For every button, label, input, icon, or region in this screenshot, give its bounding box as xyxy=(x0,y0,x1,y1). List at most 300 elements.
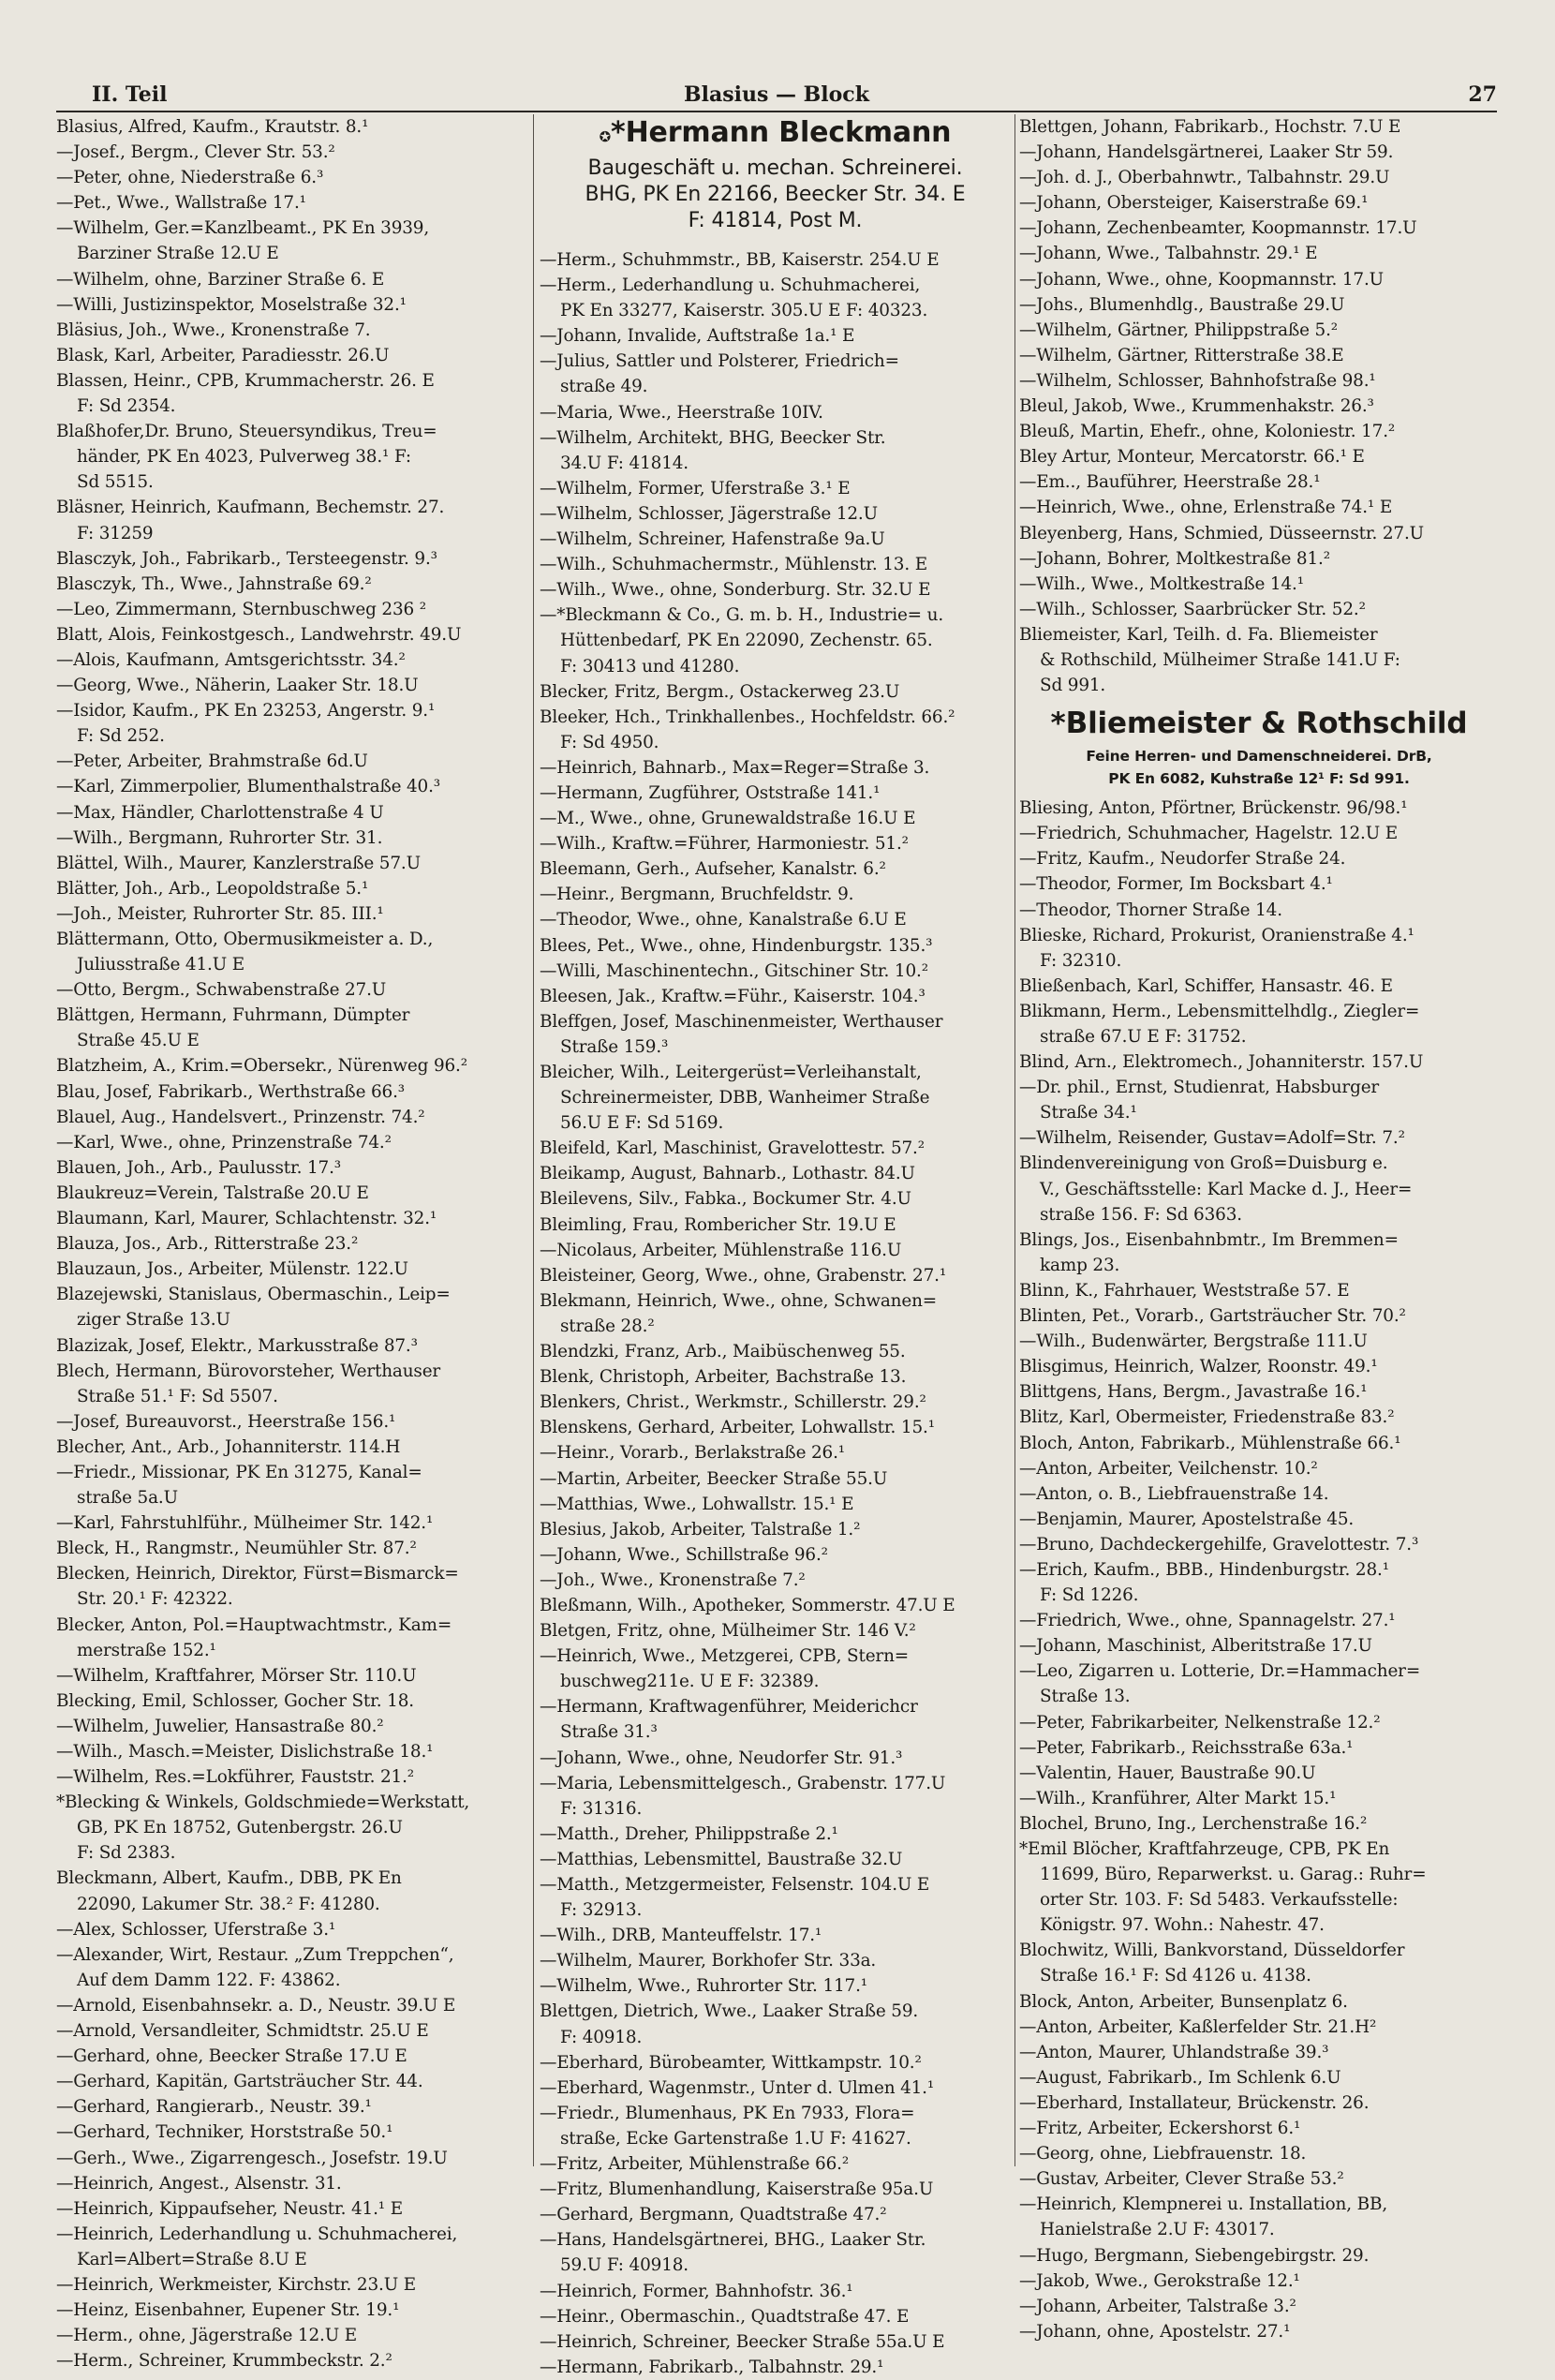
entry-line: —Wilh., DRB, Manteuffelstr. 17.¹ xyxy=(540,1926,822,1946)
entry-line: —August, Fabrikarb., Im Schlenk 6.U xyxy=(1019,2067,1341,2088)
directory-entry xyxy=(540,907,1011,932)
entry-line: Blettgen, Johann, Fabrikarb., Hochstr. 7.U E xyxy=(1019,117,1401,137)
entry-continuation: Barziner Straße 12.U E xyxy=(77,244,279,264)
entry-line: Bleck, H., Rangmstr., Neumühler Str. 87.² xyxy=(56,1539,417,1559)
entry-continuation: straße 156. F: Sd 6363. xyxy=(1040,1204,1242,1225)
page-range-title: Blasius — Block xyxy=(684,82,869,107)
entry-continuation: 56.U E F: Sd 5169. xyxy=(560,1113,724,1134)
entry-continuation: kamp 23. xyxy=(1040,1255,1120,1275)
entry-line: Blochel, Bruno, Ing., Lerchenstraße 16.² xyxy=(1019,1813,1368,1834)
entry-line: Bleilevens, Silv., Fabka., Bockumer Str. 4.U xyxy=(540,1189,911,1210)
directory-entry xyxy=(540,1136,1011,1161)
directory-entry xyxy=(540,425,1011,476)
entry-line: —Dr. phil., Ernst, Studienrat, Habsburger xyxy=(1019,1078,1380,1098)
ad-title: *Hermann Bleckmann xyxy=(611,116,952,149)
entry-line: —Matthias, Wwe., Lohwallstr. 15.¹ E xyxy=(540,1494,854,1514)
entry-line: —Wilhelm, Gärtner, Ritterstraße 38.E xyxy=(1019,345,1344,365)
directory-entry xyxy=(540,1415,1011,1440)
entry-continuation: F: Sd 1226. xyxy=(1040,1585,1139,1606)
directory-entry xyxy=(56,673,529,698)
entry-line: Blecher, Ant., Arb., Johanniterstr. 114.H xyxy=(56,1436,401,1457)
entry-line: Blauen, Joh., Arb., Paulusstr. 17.³ xyxy=(56,1157,342,1178)
entry-line: —Martin, Arbeiter, Beecker Straße 55.U xyxy=(540,1468,888,1489)
directory-entry xyxy=(540,882,1011,907)
directory-entry xyxy=(1019,572,1499,597)
entry-line: —Willi, Justizinspektor, Moselstraße 32.¹ xyxy=(56,294,407,315)
entry-line: —Karl, Fahrstuhlführ., Mülheimer Str. 142.¹ xyxy=(56,1513,434,1534)
directory-entry xyxy=(540,806,1011,831)
directory-entry xyxy=(56,1714,529,1739)
entry-line: —Eberhard, Wagenmstr., Unter d. Ulmen 41.¹ xyxy=(540,2077,935,2098)
directory-entry xyxy=(56,546,529,572)
directory-entry xyxy=(540,323,1011,349)
directory-entry xyxy=(1019,1049,1499,1075)
entry-line: Bleesen, Jak., Kraftw.=Führ., Kaiserstr. 104.³ xyxy=(540,986,926,1006)
directory-entry xyxy=(540,400,1011,425)
directory-entry xyxy=(56,774,529,799)
directory-entry xyxy=(540,679,1011,705)
directory-entry xyxy=(56,1333,529,1359)
directory-entry xyxy=(56,2146,529,2171)
directory-entry xyxy=(56,1003,529,1053)
advertisement-bliemeister xyxy=(1019,702,1499,790)
entry-line: —Fritz, Arbeiter, Eckershorst 6.¹ xyxy=(1019,2119,1301,2139)
directory-entry xyxy=(56,1917,529,1942)
directory-entry xyxy=(56,2323,529,2348)
entry-line: —Friedr., Blumenhaus, PK En 7933, Flora= xyxy=(540,2103,915,2123)
directory-entry xyxy=(540,1339,1011,1364)
directory-entry xyxy=(1019,368,1499,394)
directory-entry xyxy=(1019,2141,1499,2166)
directory-entry xyxy=(1019,846,1499,871)
column-divider xyxy=(1014,114,1015,2166)
directory-entry xyxy=(540,2279,1011,2304)
directory-entry xyxy=(56,1663,529,1688)
entry-line: —Wilhelm, Schlosser, Jägerstraße 12.U xyxy=(540,503,878,524)
entry-line: —Johann, Wwe., Schillstraße 96.² xyxy=(540,1544,828,1565)
directory-entry xyxy=(56,800,529,826)
entry-line: Blättermann, Otto, Obermusikmeister a. D., xyxy=(56,930,434,949)
entry-line: —Leo, Zigarren u. Lotterie, Dr.=Hammacher= xyxy=(1019,1661,1421,1682)
directory-entry xyxy=(56,2069,529,2094)
entry-continuation: F: 30413 und 41280. xyxy=(560,656,740,677)
directory-entry xyxy=(540,527,1011,552)
entry-continuation: 34.U F: 41814. xyxy=(560,453,689,473)
entry-line: —Wilh., Wwe., ohne, Sonderburg. Str. 32.U E xyxy=(540,580,931,601)
directory-entry xyxy=(540,1771,1011,1822)
entry-line: —Herm., Lederhandlung u. Schuhmacherei, xyxy=(540,275,921,296)
entry-line: —Wilhelm, Maurer, Borkhofer Str. 33a. xyxy=(540,1951,877,1971)
entry-line: Blettgen, Dietrich, Wwe., Laaker Straße 59. xyxy=(540,2001,919,2022)
entry-line: —Heinrich, Klempnerei u. Installation, BB, xyxy=(1019,2194,1388,2215)
entry-line: —Benjamin, Maurer, Apostelstraße 45. xyxy=(1019,1509,1355,1529)
directory-entry xyxy=(56,368,529,419)
directory-entry xyxy=(1019,2065,1499,2090)
entry-line: Bleimling, Frau, Rombericher Str. 19.U E xyxy=(540,1214,896,1235)
entry-line: Blaßhofer,Dr. Bruno, Steuersyndikus, Treu= xyxy=(56,422,437,442)
entry-line: —Wilhelm, Architekt, BHG, Beecker Str. xyxy=(540,427,886,448)
entry-line: Bleul, Jakob, Wwe., Krummenhakstr. 26.³ xyxy=(1019,396,1374,417)
entry-line: —Wilhelm, Reisender, Gustav=Adolf=Str. 7.² xyxy=(1019,1128,1405,1149)
directory-entry xyxy=(1019,871,1499,897)
directory-entry xyxy=(1019,1329,1499,1354)
directory-entry xyxy=(1019,1608,1499,1633)
entry-line: —Gustav, Arbeiter, Clever Straße 53.² xyxy=(1019,2169,1344,2190)
directory-entry xyxy=(540,755,1011,781)
entry-continuation: F: 32310. xyxy=(1040,950,1122,971)
directory-entry xyxy=(1019,2294,1499,2319)
directory-entry xyxy=(540,705,1011,755)
entry-continuation: F: Sd 4950. xyxy=(560,732,659,752)
directory-entry xyxy=(56,927,529,977)
directory-entry xyxy=(56,1613,529,1663)
directory-entry xyxy=(1019,923,1499,974)
entry-line: Blaumann, Karl, Maurer, Schlachtenstr. 32.¹ xyxy=(56,1209,437,1229)
directory-entry xyxy=(1019,2166,1499,2192)
directory-entry xyxy=(56,826,529,851)
entry-line: —Gerhard, ohne, Beecker Straße 17.U E xyxy=(56,2046,407,2067)
directory-entry xyxy=(56,1231,529,1257)
directory-entry xyxy=(540,1288,1011,1339)
entry-line: —Karl, Zimmerpolier, Blumenthalstraße 40.³ xyxy=(56,777,441,797)
directory-entry xyxy=(56,190,529,216)
entry-continuation: buschweg211e. U E F: 32389. xyxy=(560,1672,820,1692)
entry-line: —Matthias, Lebensmittel, Baustraße 32.U xyxy=(540,1849,903,1869)
entry-line: —Wilhelm, Former, Uferstraße 3.¹ E xyxy=(540,478,851,498)
directory-entry xyxy=(56,267,529,292)
directory-entry xyxy=(540,273,1011,323)
directory-entry xyxy=(56,1282,529,1332)
directory-entry xyxy=(1019,1507,1499,1532)
entry-line: Blätter, Joh., Arb., Leopoldstraße 5.¹ xyxy=(56,878,369,899)
entry-line: —Heinrich, Schreiner, Beecker Straße 55a.U E xyxy=(540,2331,945,2352)
entry-line: —Heinrich, Angest., Alsenstr. 31. xyxy=(56,2173,342,2194)
entry-line: —Anton, Arbeiter, Kaßlerfelder Str. 21.H² xyxy=(1019,2016,1377,2037)
directory-entry xyxy=(1019,1786,1499,1811)
directory-entry xyxy=(540,577,1011,602)
entry-line: —Max, Händler, Charlottenstraße 4 U xyxy=(56,802,384,823)
directory-entry xyxy=(56,2171,529,2196)
entry-line: —Valentin, Hauer, Baustraße 90.U xyxy=(1019,1763,1316,1783)
directory-entry xyxy=(540,1973,1011,1999)
directory-entry xyxy=(540,1186,1011,1212)
directory-entry xyxy=(1019,999,1499,1049)
directory-entry xyxy=(56,2348,529,2373)
directory-entry xyxy=(1019,1659,1499,1709)
entry-line: Blecker, Fritz, Bergm., Ostackerweg 23.U xyxy=(540,681,900,702)
entry-line: Blieske, Richard, Prokurist, Oranienstraße 4.¹ xyxy=(1019,925,1414,945)
directory-entry xyxy=(1019,1075,1499,1125)
directory-entry xyxy=(1019,2243,1499,2268)
entry-continuation: F: 40918. xyxy=(560,2027,643,2047)
entry-line: —Hugo, Bergmann, Siebengebirgstr. 29. xyxy=(1019,2245,1370,2266)
entry-continuation: merstraße 152.¹ xyxy=(77,1640,216,1660)
entry-line: —Wilhelm, Kraftfahrer, Mörser Str. 110.U xyxy=(56,1665,417,1686)
directory-entry xyxy=(1019,1431,1499,1456)
entry-continuation: Hüttenbedarf, PK En 22090, Zechenstr. 65. xyxy=(560,631,933,651)
entry-line: Blittgens, Hans, Bergm., Javastraße 16.¹ xyxy=(1019,1382,1368,1403)
entry-line: Bletgen, Fritz, ohne, Mülheimer Str. 146 V.² xyxy=(540,1621,916,1642)
directory-entry xyxy=(56,1130,529,1155)
directory-entry xyxy=(56,1257,529,1282)
directory-entry xyxy=(1019,1761,1499,1786)
directory-entry xyxy=(1019,165,1499,190)
entry-line: —Wilhelm, Schlosser, Bahnhofstraße 98.¹ xyxy=(1019,370,1376,391)
entry-line: —Herm., ohne, Jägerstraße 12.U E xyxy=(56,2326,358,2346)
entry-line: —Anton, Maurer, Uhlandstraße 39.³ xyxy=(1019,2042,1329,2062)
entry-line: Blättgen, Hermann, Fuhrmann, Dümpter xyxy=(56,1005,410,1026)
entry-line: Blauza, Jos., Arb., Ritterstraße 23.² xyxy=(56,1234,359,1255)
entry-line: —Herm., Schuhmmstr., BB, Kaiserstr. 254.U E xyxy=(540,250,940,270)
directory-entry xyxy=(540,2101,1011,2151)
directory-entry xyxy=(56,292,529,318)
entry-line: —Gerhard, Bergmann, Quadtstraße 47.² xyxy=(540,2205,887,2225)
directory-entry xyxy=(1019,444,1499,469)
entry-line: —Wilhelm, Schreiner, Hafenstraße 9a.U xyxy=(540,529,885,550)
directory-entry xyxy=(56,1079,529,1105)
directory-entry xyxy=(1019,140,1499,165)
entry-continuation: F: 31316. xyxy=(560,1798,643,1819)
entry-continuation: Straße 159.³ xyxy=(560,1036,669,1057)
entry-line: Bleifeld, Karl, Maschinist, Gravelottestr. 57.² xyxy=(540,1138,925,1159)
entry-line: —Fritz, Arbeiter, Mühlenstraße 66.² xyxy=(540,2154,850,2175)
entry-line: —Josef., Bergm., Clever Str. 53.² xyxy=(56,142,335,163)
entry-continuation: GB, PK En 18752, Gutenbergstr. 26.U xyxy=(77,1818,403,1838)
entry-line: —Wilh., Masch.=Meister, Dislichstraße 18.¹ xyxy=(56,1742,434,1762)
entry-line: Bleeker, Hch., Trinkhallenbes., Hochfeldstr. 66.² xyxy=(540,707,955,727)
column-3 xyxy=(1019,114,1499,2344)
directory-entry xyxy=(56,1764,529,1790)
column-1 xyxy=(56,114,529,2373)
directory-entry xyxy=(1019,292,1499,318)
directory-entry xyxy=(56,1790,529,1866)
directory-entry xyxy=(56,165,529,190)
directory-entry xyxy=(540,1517,1011,1542)
directory-entry xyxy=(56,2298,529,2323)
entry-line: —Johann, Obersteiger, Kaiserstraße 69.¹ xyxy=(1019,193,1369,214)
entry-line: Blauzaun, Jos., Arbeiter, Mülenstr. 122.U xyxy=(56,1259,408,1280)
directory-entry xyxy=(56,1359,529,1409)
directory-entry xyxy=(1019,419,1499,444)
entry-line: Blasczyk, Th., Wwe., Jahnstraße 69.² xyxy=(56,573,372,594)
directory-entry xyxy=(540,933,1011,959)
directory-entry xyxy=(1019,216,1499,241)
entry-line: —Alexander, Wirt, Restaur. „Zum Treppchen“, xyxy=(56,1944,454,1965)
entry-line: —Wilh., Bergmann, Ruhrorter Str. 31. xyxy=(56,827,383,848)
entry-line: —Wilh., Kraftw.=Führer, Harmoniestr. 51.² xyxy=(540,834,909,855)
directory-entry xyxy=(56,698,529,749)
entry-line: Block, Anton, Arbeiter, Bunsenplatz 6. xyxy=(1019,1991,1348,2012)
directory-entry xyxy=(540,1060,1011,1136)
directory-entry xyxy=(1019,1735,1499,1761)
directory-entry xyxy=(1019,2192,1499,2242)
entry-line: —Wilh., Budenwärter, Bergstraße 111.U xyxy=(1019,1331,1368,1352)
directory-entry xyxy=(1019,1227,1499,1278)
entry-line: —Wilh., Schlosser, Saarbrücker Str. 52.² xyxy=(1019,599,1366,619)
directory-entry xyxy=(56,2222,529,2272)
directory-entry xyxy=(56,1536,529,1561)
directory-entry xyxy=(540,984,1011,1009)
directory-entry xyxy=(1019,1532,1499,1557)
entry-line: —Anton, o. B., Liebfrauenstraße 14. xyxy=(1019,1483,1329,1504)
entry-line: —Fritz, Kaufm., Neudorfer Straße 24. xyxy=(1019,849,1346,870)
entry-line: —Bruno, Dachdeckergehilfe, Gravelottestr. 7.³ xyxy=(1019,1534,1419,1554)
directory-entry xyxy=(56,1688,529,1714)
entry-line: —Heinrich, Former, Bahnhofstr. 36.¹ xyxy=(540,2281,853,2301)
directory-entry xyxy=(540,247,1011,273)
entry-line: Blazizak, Josef, Elektr., Markusstraße 87.³ xyxy=(56,1335,418,1356)
directory-entry xyxy=(540,1618,1011,1644)
entry-line: —Joh. d. J., Oberbahnwtr., Talbahnstr. 29.U xyxy=(1019,168,1390,188)
directory-entry xyxy=(1019,898,1499,923)
directory-entry xyxy=(540,349,1011,399)
entry-line: Blecking, Emil, Schlosser, Gocher Str. 18. xyxy=(56,1690,414,1711)
directory-entry xyxy=(56,1942,529,1993)
entry-continuation: Straße 45.U E xyxy=(77,1031,200,1051)
directory-entry xyxy=(1019,1125,1499,1151)
directory-entry xyxy=(540,1694,1011,1745)
entry-line: Blinn, K., Fahrhauer, Weststraße 57. E xyxy=(1019,1280,1350,1301)
directory-entry xyxy=(56,1155,529,1181)
directory-entry xyxy=(1019,622,1499,698)
entry-line: Blindenvereinigung von Groß=Duisburg e. xyxy=(1019,1153,1388,1174)
entry-line: —Friedrich, Wwe., ohne, Spannagelstr. 27.¹ xyxy=(1019,1611,1396,1631)
entry-line: —Jakob, Wwe., Gerokstraße 12.¹ xyxy=(1019,2270,1300,2291)
entry-line: —Em.., Bauführer, Heerstraße 28.¹ xyxy=(1019,472,1321,493)
entry-line: Blisgimus, Heinrich, Walzer, Roonstr. 49.¹ xyxy=(1019,1357,1378,1377)
directory-entry xyxy=(540,2355,1011,2380)
directory-entry xyxy=(540,1238,1011,1263)
entry-line: —Joh., Wwe., Kronenstraße 7.² xyxy=(540,1569,806,1590)
directory-entry xyxy=(540,1822,1011,1847)
directory-entry xyxy=(1019,2116,1499,2141)
directory-entry xyxy=(540,1999,1011,2049)
column-2 xyxy=(540,114,1011,2380)
entry-line: Blings, Jos., Eisenbahnbmtr., Im Bremmen= xyxy=(1019,1229,1399,1250)
entry-line: —Heinrich, Werkmeister, Kirchstr. 23.U E xyxy=(56,2274,417,2295)
directory-entry xyxy=(540,1466,1011,1492)
entry-line: Bleikamp, August, Bahnarb., Lothastr. 84.U xyxy=(540,1164,915,1184)
entry-continuation: orter Str. 103. F: Sd 5483. Verkaufsstelle: xyxy=(1040,1890,1399,1911)
entry-line: —Heinz, Eisenbahner, Eupener Str. 19.¹ xyxy=(56,2300,400,2321)
directory-entry xyxy=(56,114,529,140)
directory-entry xyxy=(56,2120,529,2145)
entry-line: —Heinrich, Kippaufseher, Neustr. 41.¹ E xyxy=(56,2198,403,2219)
directory-entry xyxy=(56,495,529,545)
entry-continuation: Königstr. 97. Wohn.: Nahestr. 47. xyxy=(1040,1915,1325,1936)
entry-continuation: PK En 33277, Kaiserstr. 305.U E F: 40323. xyxy=(560,301,928,321)
entry-line: —Wilh., Kranführer, Alter Markt 15.¹ xyxy=(1019,1788,1337,1808)
entry-line: —Wilhelm, Ger.=Kanzlbeamt., PK En 3939, xyxy=(56,218,430,239)
directory-entry xyxy=(540,1644,1011,1694)
emblem-icon: ✪ xyxy=(599,128,612,145)
directory-entry xyxy=(1019,1557,1499,1608)
entry-line: Blenkers, Christ., Werkmstr., Schillerstr. 29.² xyxy=(540,1392,926,1413)
directory-entry xyxy=(56,1866,529,1916)
ad-line: BHG, PK En 22166, Beecker Str. 34. E xyxy=(585,183,966,206)
directory-entry xyxy=(1019,1278,1499,1303)
directory-entry xyxy=(1019,2268,1499,2294)
entry-line: Bleuß, Martin, Ehefr., ohne, Koloniestr. 17.² xyxy=(1019,422,1396,442)
ad-title: *Bliemeister & Rothschild xyxy=(1050,707,1468,741)
directory-entry xyxy=(56,2018,529,2044)
directory-entry xyxy=(56,2272,529,2298)
directory-entry xyxy=(56,140,529,165)
entry-line: —Heinrich, Bahnarb., Max=Reger=Straße 3. xyxy=(540,757,930,778)
advertisement-bleckmann xyxy=(540,114,1011,234)
entry-continuation: F: Sd 2383. xyxy=(77,1843,176,1864)
entry-line: —Wilhelm, ohne, Barziner Straße 6. E xyxy=(56,269,385,290)
directory-entry xyxy=(56,1993,529,2018)
entry-line: Bläsner, Heinrich, Kaufmann, Bechemstr. 27. xyxy=(56,498,445,518)
directory-entry xyxy=(1019,343,1499,368)
entry-continuation: straße 49. xyxy=(560,377,648,397)
directory-entry xyxy=(1019,2090,1499,2116)
entry-line: —Maria, Wwe., Heerstraße 10IV. xyxy=(540,402,823,423)
directory-entry xyxy=(1019,267,1499,292)
entry-line: Blech, Hermann, Bürovorsteher, Werthauser xyxy=(56,1361,441,1381)
entry-line: —Eberhard, Installateur, Brückenstr. 26. xyxy=(1019,2092,1370,2113)
entry-line: —Willi, Maschinentechn., Gitschiner Str. 10.² xyxy=(540,960,928,981)
directory-entry xyxy=(1019,469,1499,495)
entry-line: —Gerhard, Kapitän, Gartsträucher Str. 44. xyxy=(56,2072,423,2092)
directory-entry xyxy=(540,1847,1011,1872)
directory-entry xyxy=(56,216,529,266)
entry-line: —Gerhard, Techniker, Horststraße 50.¹ xyxy=(56,2122,393,2143)
entry-line: Blatt, Alois, Feinkostgesch., Landwehrstr. 49.U xyxy=(56,624,462,645)
directory-entry xyxy=(540,2304,1011,2329)
directory-entry xyxy=(56,1105,529,1130)
directory-entry xyxy=(1019,241,1499,266)
entry-line: —Wilhelm, Wwe., Ruhrorter Str. 117.¹ xyxy=(540,1976,868,1997)
entry-continuation: Schreinermeister, DBB, Wanheimer Straße xyxy=(560,1088,930,1108)
directory-entry xyxy=(56,419,529,495)
ad-line: PK En 6082, Kuhstraße 12¹ F: Sd 991. xyxy=(1108,770,1410,788)
entry-continuation: F: 32913. xyxy=(560,1900,643,1921)
entry-continuation: straße 67.U E F: 31752. xyxy=(1040,1027,1247,1047)
entry-line: Blesius, Jakob, Arbeiter, Talstraße 1.² xyxy=(540,1519,861,1540)
entry-line: —Georg, ohne, Liebfrauenstr. 18. xyxy=(1019,2144,1307,2164)
directory-entry xyxy=(540,1009,1011,1060)
directory-entry xyxy=(1019,1303,1499,1329)
directory-entry xyxy=(540,1390,1011,1415)
entry-line: —Heinrich, Wwe., ohne, Erlenstraße 74.¹ E xyxy=(1019,498,1393,518)
entry-line: —Leo, Zimmermann, Sternbuschweg 236 ² xyxy=(56,599,426,619)
directory-entry xyxy=(56,343,529,368)
directory-entry xyxy=(56,1409,529,1435)
directory-entry xyxy=(540,476,1011,501)
directory-entry xyxy=(1019,2015,1499,2040)
entry-line: —Pet., Wwe., Wallstraße 17.¹ xyxy=(56,193,306,214)
directory-entry xyxy=(1019,495,1499,520)
entry-line: —Heinr., Bergmann, Bruchfeldstr. 9. xyxy=(540,885,854,905)
directory-entry xyxy=(56,901,529,927)
directory-entry xyxy=(1019,546,1499,572)
entry-line: —Herm., Schreiner, Krummbeckstr. 2.² xyxy=(56,2351,392,2372)
entry-line: —Wilhelm, Juwelier, Hansastraße 80.² xyxy=(56,1716,384,1736)
entry-line: —Wilhelm, Gärtner, Philippstraße 5.² xyxy=(1019,320,1339,340)
directory-entry xyxy=(540,1212,1011,1238)
entry-line: Bleffgen, Josef, Maschinenmeister, Werthauser xyxy=(540,1011,943,1032)
entry-line: —Johann, Arbeiter, Talstraße 3.² xyxy=(1019,2296,1296,2316)
entry-line: —Julius, Sattler und Polsterer, Friedrich= xyxy=(540,351,899,372)
entry-continuation: straße, Ecke Gartenstraße 1.U F: 41627. xyxy=(560,2128,911,2149)
directory-entry xyxy=(56,647,529,673)
entry-continuation: F: Sd 2354. xyxy=(77,396,176,417)
entry-continuation: Straße 31.³ xyxy=(560,1722,658,1743)
entry-line: Blenk, Christoph, Arbeiter, Bachstraße 13. xyxy=(540,1367,907,1388)
entry-line: Blassen, Heinr., CPB, Krummacherstr. 26. E xyxy=(56,370,435,391)
